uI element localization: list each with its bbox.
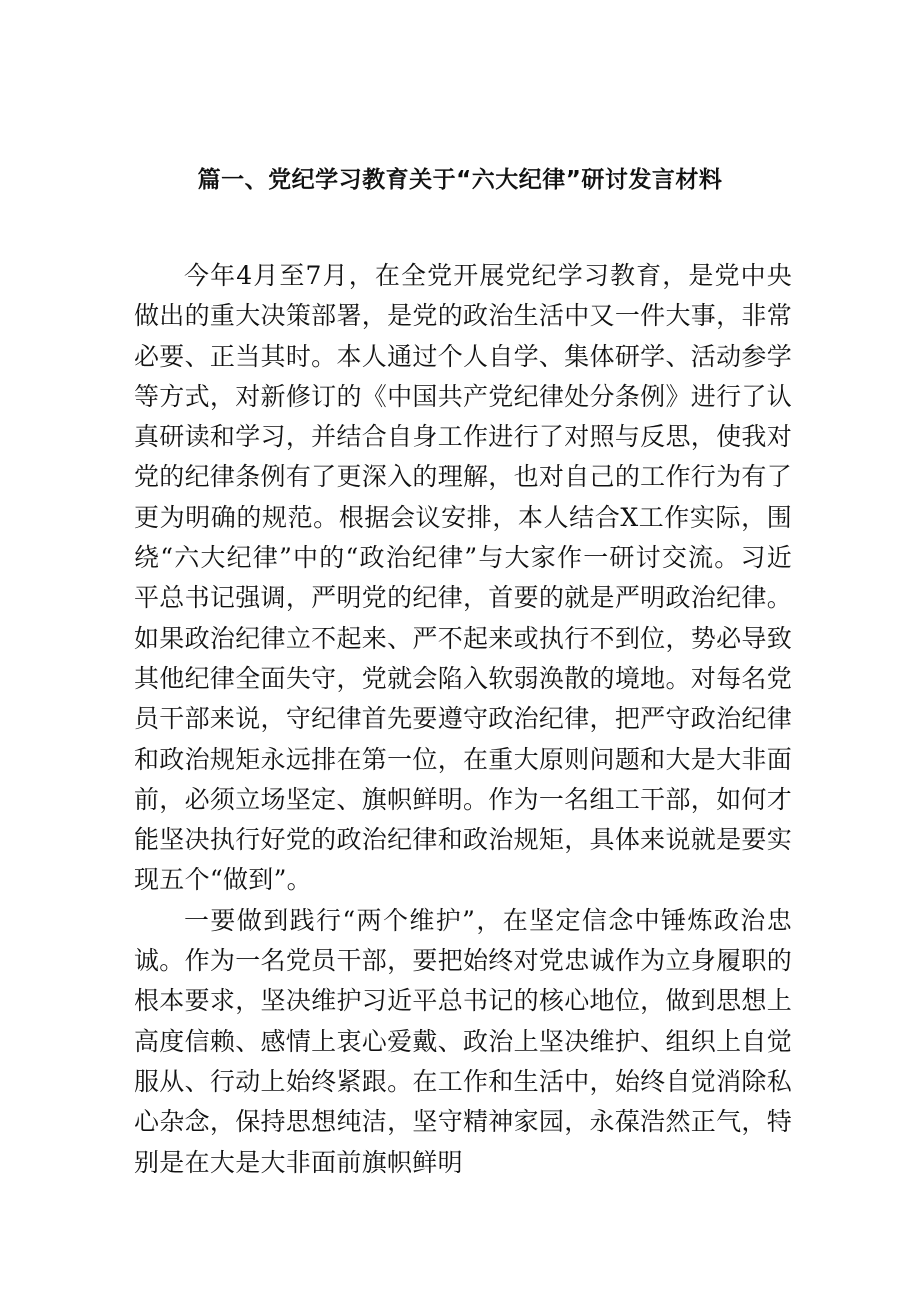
document-body xyxy=(134,256,792,1183)
document-title: 篇一、党纪学习教育关于“六大纪律”研讨发言材料 xyxy=(197,167,723,193)
paragraph-point-one: 一要做到践行“两个维护”，在坚定信念中锤炼政治忠诚。作为一名党员干部，要把始终对党忠诚作为立身履职的根本要求，坚决维护习近平总书记的核心地位，做到思想上高度信赖、感情上衷心爱戴、政治上坚决维护、组织上自觉服从、行动上始终紧跟。在工作和生活中，始终自觉消除私心杂念，保持思想纯洁，坚守精神家园，永葆浩然正气，特别是在大是大非面前旗帜鲜明 xyxy=(134,905,792,1177)
paragraph-intro: 今年4月至7月，在全党开展党纪学习教育，是党中央做出的重大决策部署，是党的政治生活中又一件大事，非常必要、正当其时。本人通过个人自学、集体研学、活动参学等方式，对新修订的《中国共产党纪律处分条例》进行了认真研读和学习，并结合自身工作进行了对照与反思，使我对党的纪律条例有了更深入的理解，也对自己的工作行为有了更为明确的规范。根据会议安排，本人结合X工作实际，围绕“六大纪律”中的“政治纪律”与大家作一研讨交流。习近平总书记强调，严明党的纪律，首要的就是严明政治纪律。如果政治纪律立不起来、严不起来或执行不到位，势必导致其他纪律全面失守，党就会陷入软弱涣散的境地。对每名党员干部来说，守纪律首先要遵守政治纪律，把严守政治纪律和政治规矩永远排在第一位，在重大原则问题和大是大非面前，必须立场坚定、旗帜鲜明。作为一名组工干部，如何才能坚决执行好党的政治纪律和政治规矩，具体来说就是要实现五个“做到”。 xyxy=(134,261,792,895)
